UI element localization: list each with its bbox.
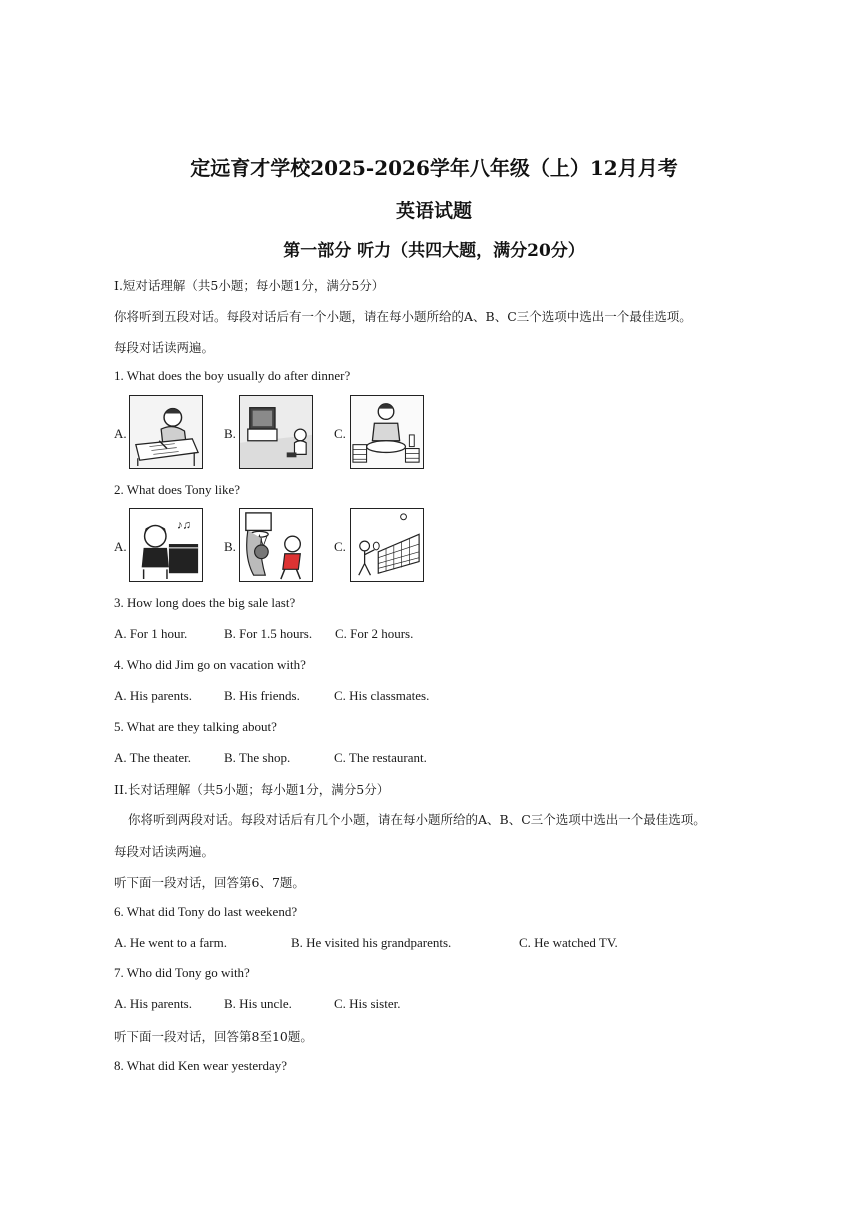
boy-homework-icon	[130, 396, 202, 468]
q6-option-a: A. He went to a farm.	[114, 935, 227, 950]
q4-option-c: C. His classmates.	[334, 688, 430, 703]
q3-option-c: C. For 2 hours.	[335, 626, 414, 641]
exam-subtitle: 英语试题	[395, 200, 472, 222]
q1-option-c-label: C.	[334, 426, 346, 441]
q5-option-b: B. The shop.	[224, 750, 291, 765]
q7-option-a: A. His parents.	[114, 996, 192, 1011]
boy-tennis-icon	[351, 509, 423, 581]
dialogue2-intro: 听下面一段对话，回答第8至10题。	[114, 1029, 313, 1044]
q4-option-b: B. His friends.	[224, 688, 300, 703]
q3-option-a: A. For 1 hour.	[114, 626, 188, 641]
section1-note: 每段对话读两遍。	[114, 340, 215, 355]
q6-option-c: C. He watched TV.	[519, 935, 618, 950]
question-7: 7. Who did Tony go with?	[114, 965, 250, 980]
exam-title: 定远育才学校2025-2026学年八年级（上）12月月考	[190, 156, 678, 180]
boy-piano-icon	[130, 509, 202, 581]
part-title: 第一部分 听力（共四大题，满分20分）	[283, 241, 585, 261]
section2-heading: II.长对话理解（共5小题；每小题1分，满分5分）	[114, 782, 390, 797]
q2-option-a-picture	[129, 508, 203, 582]
q2-option-a-label: A.	[114, 539, 127, 554]
section1-heading: I.短对话理解（共5小题；每小题1分，满分5分）	[114, 278, 385, 293]
boy-tv-icon	[240, 396, 312, 468]
question-2: 2. What does Tony like?	[114, 482, 241, 497]
q1-option-a-label: A.	[114, 426, 127, 441]
q2-option-c-picture	[350, 508, 424, 582]
dialogue1-intro: 听下面一段对话，回答第6、7题。	[114, 875, 305, 890]
section1-instruction: 你将听到五段对话。每段对话后有一个小题，请在每小题所给的A、B、C三个选项中选出一个最佳选项。	[114, 309, 692, 324]
q1-option-a-picture	[129, 395, 203, 469]
boy-basketball-icon	[240, 509, 312, 581]
q1-option-c-picture	[350, 395, 424, 469]
q1-option-b-label: B.	[224, 426, 236, 441]
q2-option-b-label: B.	[224, 539, 236, 554]
q7-option-b: B. His uncle.	[224, 996, 292, 1011]
q5-option-a: A. The theater.	[114, 750, 192, 765]
question-4: 4. Who did Jim go on vacation with?	[114, 657, 306, 672]
question-5: 5. What are they talking about?	[114, 719, 277, 734]
section2-note: 每段对话读两遍。	[114, 844, 215, 859]
question-6: 6. What did Tony do last weekend?	[114, 904, 298, 919]
q5-option-c: C. The restaurant.	[334, 750, 427, 765]
q3-option-b: B. For 1.5 hours.	[224, 626, 313, 641]
question-3: 3. How long does the big sale last?	[114, 595, 296, 610]
q2-option-b-picture	[239, 508, 313, 582]
question-1: 1. What does the boy usually do after dinner?	[114, 368, 351, 383]
section2-instruction: 你将听到两段对话。每段对话后有几个小题，请在每小题所给的A、B、C三个选项中选出一个最佳选项。	[128, 812, 706, 827]
q4-option-a: A. His parents.	[114, 688, 192, 703]
q2-option-c-label: C.	[334, 539, 346, 554]
q1-option-b-picture	[239, 395, 313, 469]
question-8: 8. What did Ken wear yesterday?	[114, 1058, 288, 1073]
svg-text:♪♫: ♪♫	[176, 518, 192, 532]
q6-option-b: B. He visited his grandparents.	[291, 935, 452, 950]
q7-option-c: C. His sister.	[334, 996, 401, 1011]
boy-dishes-icon	[351, 396, 423, 468]
